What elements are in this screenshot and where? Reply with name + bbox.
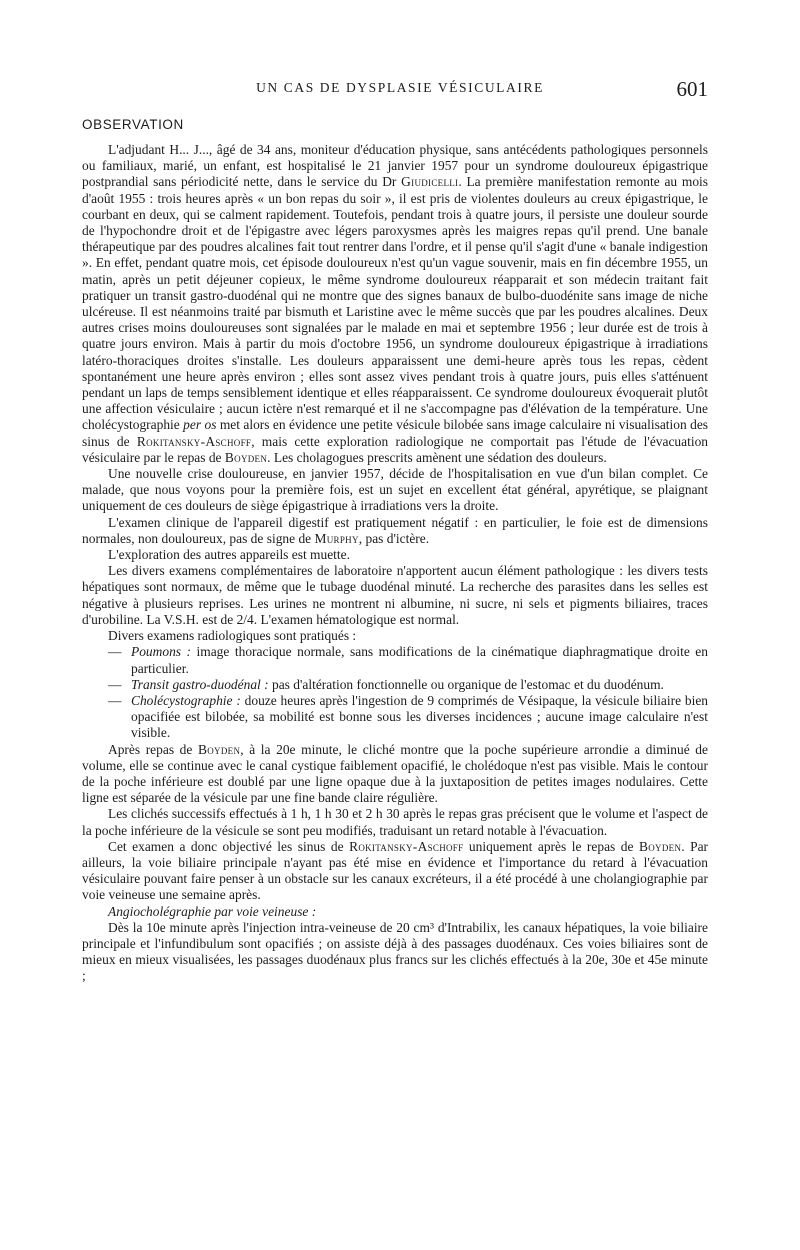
list-item: — Cholécystographie : douze heures après l'ingestion de 9 comprimés de Vésipaque, la vésicule biliaire bien opacifiée est bilobée, sa mobilité est bonne sous les diverses incidences ; aucune image calculaire n'est visible. — [108, 692, 709, 741]
paragraph-laboratory: Les divers examens complémentaires de laboratoire n'apportent aucun élément pathologique : les divers tests hépatiques sont normaux, de même que le tubage duodénal minuté. La recherche des parasites dans les selles est négative à plusieurs reprises. Les urines ne montrent ni albumine, ni sucre, ni sels et pigments biliaires, traces d'urobiline. La V.S.H. est de 2/4. L'examen hématologique est normal. — [82, 563, 708, 627]
paragraph-successive-films: Les clichés successifs effectués à 1 h, 1 h 30 et 2 h 30 après le repas gras précisent que le volume et l'aspect de la poche inférieure de la vésicule se sont peu modifiés, traduisant un retard notable à l'évacuation. — [82, 806, 708, 838]
paragraph-history: L'adjudant H... J..., âgé de 34 ans, moniteur d'éducation physique, sans antécédents pathologiques personnels ou familiaux, marié, un enfant, est hospitalisé le 21 janvier 1957 pour un syndrome douloureux épigastrique postprandial sans périodicité nette, dans le service du Dr Giudicelli. La première manifestation remonte au mois d'août 1955 : trois heures après « un bon repas du soir », il est pris de violentes douleurs au creux épigastrique, le courbant en deux, qui se calment rapidement. Toutefois, pendant trois à quatre jours, il persiste une douleur sourde de l'hypochondre droit et de l'épigastre avec légers paroxysmes après les maigres repas qu'il prend. Une banale thérapeutique par des poudres alcalines fait tout rentrer dans l'ordre, et il pense qu'il s'agit d'une « banale indigestion ». En effet, pendant quatre mois, cet épisode douloureux n'est qu'un vague souvenir, mais en fin décembre 1955, un matin, après un petit déjeuner copieux, le même syndrome douloureux réapparait et son médecin traitant fait pratiquer un transit gastro-duodénal qui ne montre que des signes banaux de bulbo-duodénite sans image de niche ulcéreuse. Il est néanmoins traité par bismuth et Laristine avec le même succès que par les poudres alcalines. Deux autres crises moins douloureuses sont signalées par le malade en mai et septembre 1956 ; leur durée est de trois à quatre jours environ. Mais à partir du mois d'octobre 1956, un syndrome douloureux épigastrique à irradiations latéro-thoraciques droites s'installe. Les douleurs apparaissent une demi-heure après tous les repas, cèdent spontanément une heure après environ ; elles sont assez vives pendant trois à quatre jours, puis elles s'atténuent pendant un laps de temps sensiblement identique et elles réapparaissent. Ce syndrome douloureux évoquerait plutôt une affection vésiculaire ; aucun ictère n'est remarqué et il ne s'accompagne pas d'élévation de la température. Une cholécystographie per os met alors en évidence une petite vésicule bilobée sans image calculaire ni visualisation des sinus de Rokitansky-Aschoff, mais cette exploration radiologique ne comportait pas l'étude de l'évacuation vésiculaire par le repas de Boyden. Les cholagogues prescrits amènent une sédation des douleurs. — [82, 142, 709, 465]
paragraph-clinical-exam: L'examen clinique de l'appareil digestif est pratiquement négatif : en particulier, le foie est de dimensions normales, non douloureux, pas de signe de Murphy, pas d'ictère. — [82, 514, 708, 546]
body-text — [82, 142, 708, 985]
paragraph-other-systems: L'exploration des autres appareils est muette. — [108, 547, 350, 563]
subheading-angiocholegraphy: Angiocholégraphie par voie veineuse : — [108, 903, 317, 919]
author-name: Boyden — [224, 449, 268, 465]
page-number: 601 — [676, 77, 708, 101]
paragraph-angiocholegraphy: Dès la 10e minute après l'injection intra-veineuse de 20 cm³ d'Intrabilix, les canaux hépatiques, la voie biliaire principale et l'infundibulum sont opacifiés ; on assiste déjà à des passages duodénaux. Ces voies biliaires sont de mieux en mieux visualisées, les passages duodénaux plus francs sur les clichés effectués à la 20e, 30e et 45e minute ; — [82, 919, 708, 984]
section-title: OBSERVATION — [82, 117, 184, 132]
author-name: Boyden — [638, 838, 682, 854]
author-name: Giudicelli — [401, 174, 459, 190]
paragraph-conclusion: Cet examen a donc objectivé les sinus de Rokitansky-Aschoff uniquement après le repas de Boyden. Par ailleurs, la voie biliaire principale n'ayant pas été mise en évidence et l'importance du retard à l'évacuation vésiculaire pouvant faire penser à un obstacle sur les canaux excréteurs, il a été procédé à une cholangiographie par voie veineuse une semaine après. — [82, 838, 709, 903]
author-name: Rokitansky-Aschoff — [349, 838, 464, 854]
running-title: UN CAS DE DYSPLASIE VÉSICULAIRE — [256, 80, 544, 95]
author-name: Murphy — [314, 530, 359, 546]
paragraph-boyden-meal: Après repas de Boyden, à la 20e minute, le cliché montre que la poche supérieure arrondie a diminué de volume, elle se continue avec le canal cystique faiblement opacifié, le cholédoque n'est pas visible. Mais le contour de la poche inférieure est doublé par une ligne opaque due à la juxtaposition de petites images nodulaires. Cette ligne est séparée de la vésicule par une fine bande claire régulière. — [82, 741, 708, 806]
list-item: — Transit gastro-duodénal : pas d'altération fonctionnelle ou organique de l'estomac et du duodénum. — [108, 676, 664, 692]
paragraph-admission: Une nouvelle crise douloureuse, en janvier 1957, décide de l'hospitalisation en vue d'un bilan complet. Ce malade, que nous voyons pour la première fois, est un sujet en excellent état général, apyrétique, se plaignant uniquement de ces douleurs de siège épigastrique à irradiations vers la droite. — [82, 466, 708, 514]
paragraph-radiology-intro: Divers examens radiologiques sont pratiqués : — [108, 628, 357, 644]
author-name: Rokitansky-Aschoff — [136, 433, 252, 449]
list-item: — Poumons : image thoracique normale, sans modifications de la cinématique diaphragmatique droite en particulier. — [108, 644, 708, 676]
author-name: Boyden — [197, 741, 241, 757]
italic-term: per os — [183, 417, 217, 433]
